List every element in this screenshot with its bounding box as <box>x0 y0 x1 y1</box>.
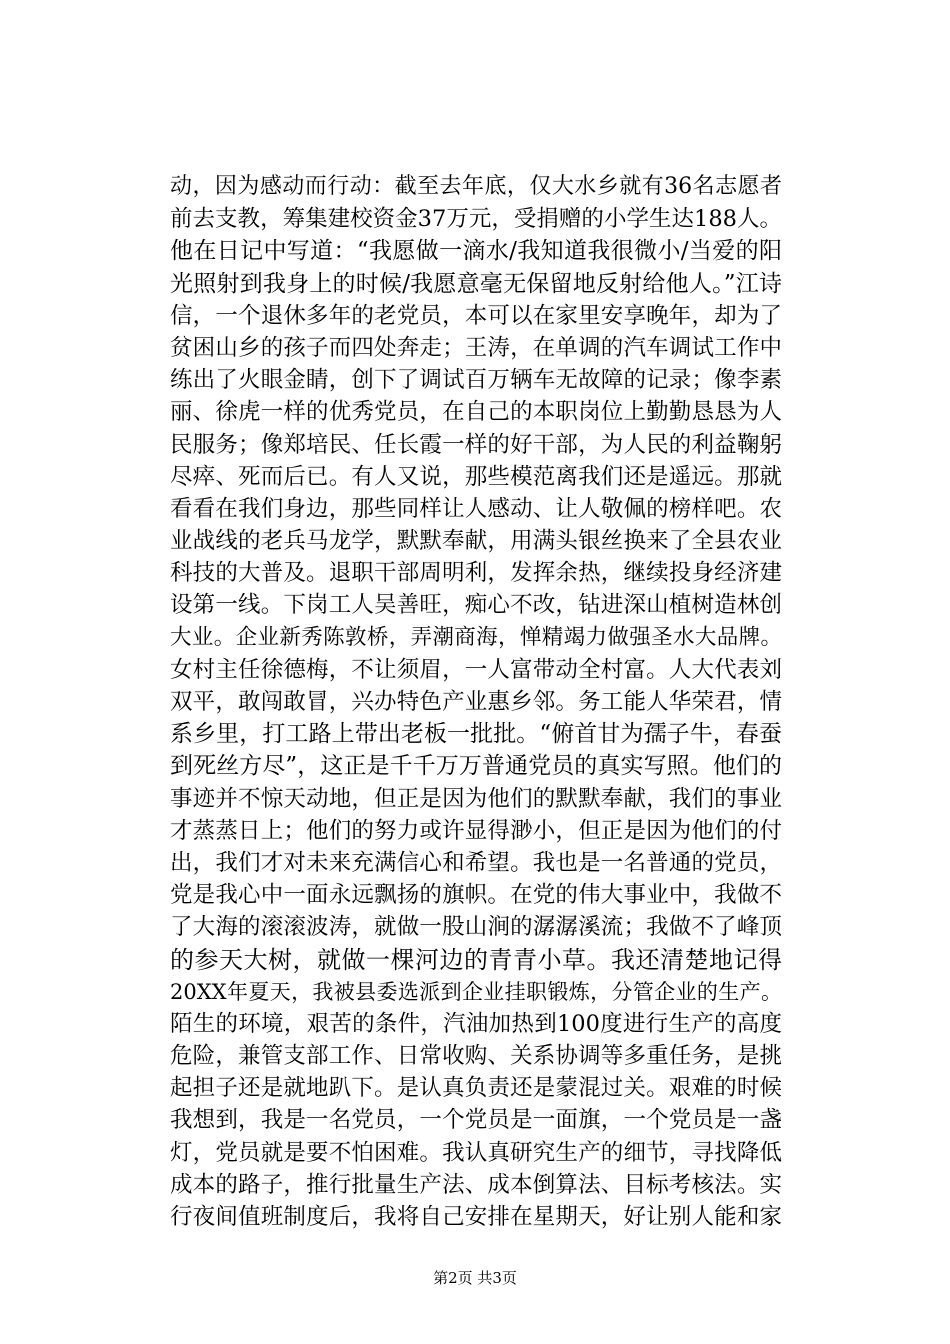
text-line: 20XX年夏天，我被县委选派到企业挂职锻炼，分管企业的生产。 <box>170 979 782 1004</box>
text-line: 丽、徐虎一样的优秀党员，在自己的本职岗位上勤勤恳恳为人 <box>170 399 782 426</box>
text-line: 双平，敢闯敢冒，兴办特色产业惠乡邻。务工能人华荣君，情 <box>170 689 782 715</box>
text-line: 信，一个退休多年的老党员，本可以在家里安享晚年，却为了 <box>170 302 782 329</box>
text-line: 科技的大普及。退职干部周明利，发挥余热，继续投身经济建 <box>170 560 782 587</box>
text-line: 动，因为感动而行动：截至去年底，仅大水乡就有36名志愿者 <box>170 174 782 199</box>
text-line: 陌生的环境，艰苦的条件，汽油加热到100度进行生产的高度 <box>170 1010 782 1037</box>
text-line: 大业。企业新秀陈敦桥，弄潮商海，惮精竭力做强圣水大品牌。 <box>170 624 782 650</box>
text-line: 危险，兼管支部工作、日常收购、关系协调等多重任务，是挑 <box>170 1043 782 1070</box>
text-line: 看看在我们身边，那些同样让人感动、让人敬佩的榜样吧。农 <box>170 495 782 522</box>
text-line: 到死丝方尽”，这正是千千万万普通党员的真实写照。他们的 <box>170 753 782 780</box>
text-line: 民服务；像郑培民、任长霞一样的好干部，为人民的利益鞠躬 <box>170 431 782 458</box>
text-line: 尽瘁、死而后已。有人又说，那些模范离我们还是遥远。那就 <box>170 463 782 490</box>
text-line: 女村主任徐德梅，不让须眉，一人富带动全村富。人大代表刘 <box>170 656 782 683</box>
text-line: 贫困山乡的孩子而四处奔走；王涛，在单调的汽车调试工作中 <box>170 334 782 361</box>
page-footer: 第2页 共3页 <box>433 1269 517 1287</box>
text-line: 他在日记中写道：“我愿做一滴水/我知道我很微小/当爱的阳 <box>170 238 782 265</box>
text-line: 灯，党员就是要不怕困难。我认真研究生产的细节，寻找降低 <box>170 1139 782 1166</box>
text-line: 光照射到我身上的时候/我愿意毫无保留地反射给他人。”江诗 <box>170 270 782 297</box>
text-line: 成本的路子，推行批量生产法、成本倒算法、目标考核法。实 <box>170 1171 782 1198</box>
text-line: 业战线的老兵马龙学，默默奉献，用满头银丝换来了全县农业 <box>170 528 782 555</box>
text-line: 的参天大树，就做一棵河边的青青小草。我还清楚地记得 <box>170 945 782 974</box>
text-line: 了大海的滚滚波涛，就做一股山涧的潺潺溪流；我做不了峰顶 <box>170 914 782 941</box>
text-line: 前去支教，筹集建校资金37万元，受捐赠的小学生达188人。 <box>170 206 782 233</box>
text-line: 出，我们才对未来充满信心和希望。我也是一名普通的党员， <box>170 849 782 876</box>
text-line: 才蒸蒸日上；他们的努力或许显得渺小，但正是因为他们的付 <box>170 817 782 844</box>
text-line: 行夜间值班制度后，我将自己安排在星期天，好让别人能和家 <box>170 1204 782 1230</box>
text-line: 起担子还是就地趴下。是认真负责还是蒙混过关。艰难的时候 <box>170 1075 782 1102</box>
text-line: 事迹并不惊天动地，但正是因为他们的默默奉献，我们的事业 <box>170 785 782 812</box>
text-line: 系乡里，打工路上带出老板一批批。“俯首甘为孺子牛，春蚕 <box>170 721 782 748</box>
text-line: 我想到，我是一名党员，一个党员是一面旗，一个党员是一盏 <box>170 1107 782 1134</box>
body-text <box>170 171 782 1233</box>
text-line: 设第一线。下岗工人吴善旺，痴心不改，钻进深山植树造林创 <box>170 592 782 619</box>
text-line: 党是我心中一面永远飘扬的旗帜。在党的伟大事业中，我做不 <box>170 882 782 909</box>
text-line: 练出了火眼金睛，创下了调试百万辆车无故障的记录；像李素 <box>170 367 782 394</box>
